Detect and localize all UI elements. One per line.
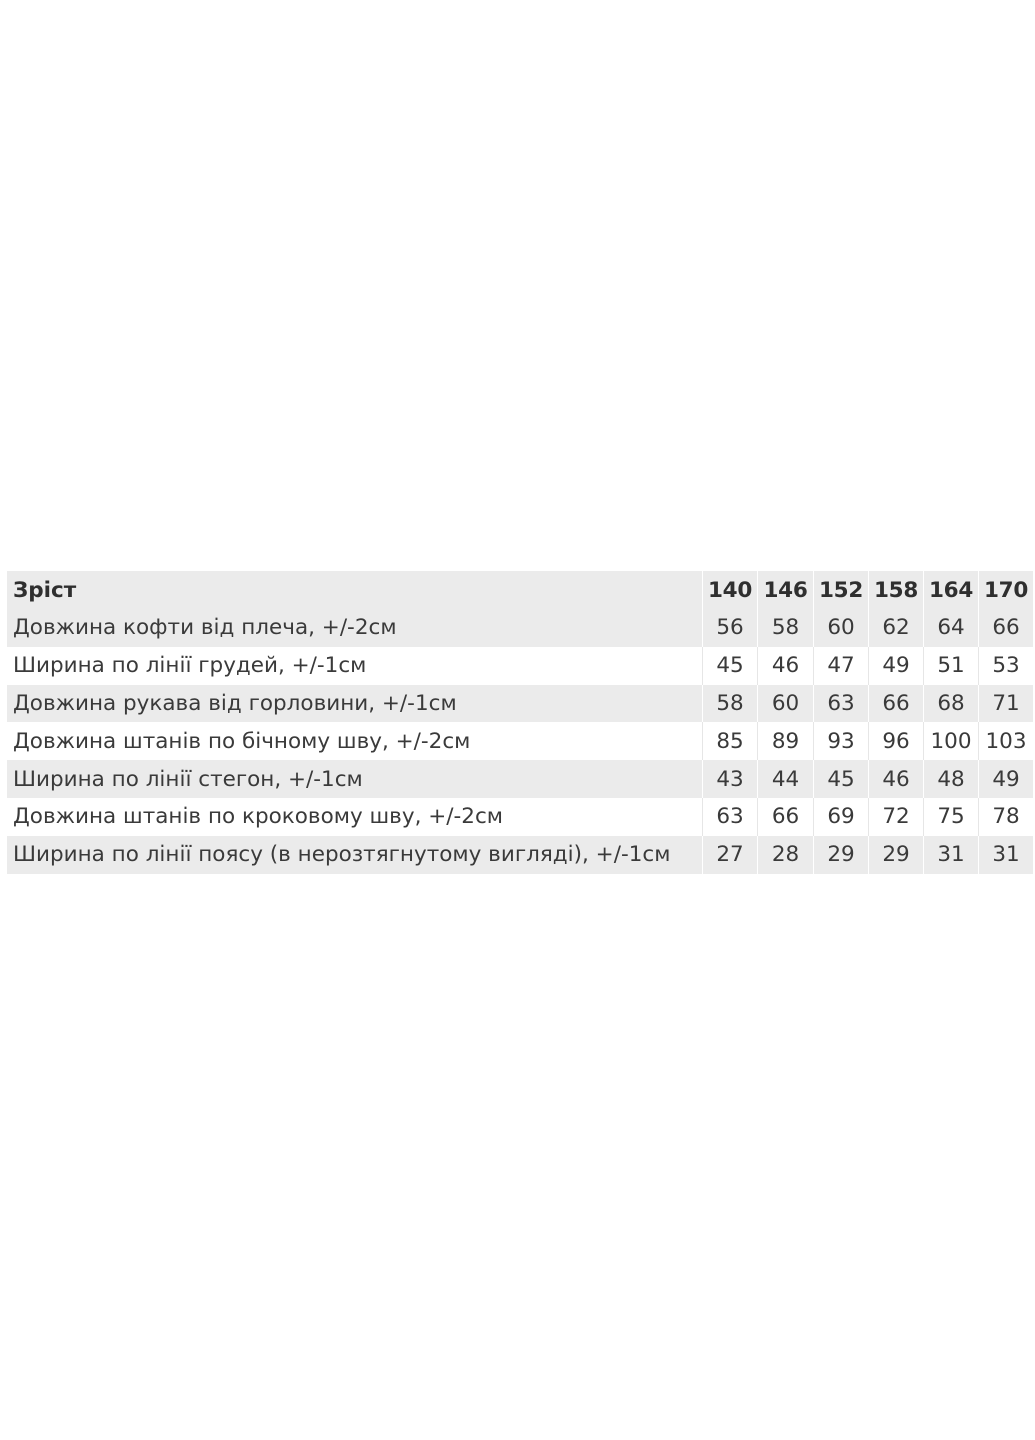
cell-value: 60 (813, 609, 868, 647)
cell-value: 45 (702, 647, 757, 685)
cell-value: 58 (702, 685, 757, 723)
cell-value: 68 (923, 685, 978, 723)
cell-value: 85 (702, 722, 757, 760)
cell-value: 29 (813, 836, 868, 874)
cell-value: 51 (923, 647, 978, 685)
row-label: Ширина по лінії грудей, +/-1см (7, 647, 702, 685)
cell-value: 49 (978, 760, 1033, 798)
header-size: 140 (702, 571, 757, 609)
cell-value: 31 (978, 836, 1033, 874)
cell-value: 96 (868, 722, 923, 760)
row-label: Довжина штанів по бічному шву, +/-2см (7, 722, 702, 760)
cell-value: 63 (813, 685, 868, 723)
cell-value: 49 (868, 647, 923, 685)
cell-value: 48 (923, 760, 978, 798)
header-label: Зріст (7, 571, 702, 609)
row-label: Ширина по лінії стегон, +/-1см (7, 760, 702, 798)
cell-value: 78 (978, 798, 1033, 836)
table-row (7, 836, 1033, 874)
header-size: 158 (868, 571, 923, 609)
row-label: Довжина кофти від плеча, +/-2см (7, 609, 702, 647)
cell-value: 63 (702, 798, 757, 836)
table-row (7, 760, 1033, 798)
cell-value: 45 (813, 760, 868, 798)
cell-value: 69 (813, 798, 868, 836)
size-chart-table (7, 571, 1033, 874)
cell-value: 27 (702, 836, 757, 874)
cell-value: 46 (757, 647, 813, 685)
cell-value: 46 (868, 760, 923, 798)
cell-value: 44 (757, 760, 813, 798)
cell-value: 29 (868, 836, 923, 874)
cell-value: 60 (757, 685, 813, 723)
header-size: 164 (923, 571, 978, 609)
cell-value: 31 (923, 836, 978, 874)
cell-value: 103 (978, 722, 1033, 760)
table-row (7, 685, 1033, 723)
row-label: Довжина рукава від горловини, +/-1см (7, 685, 702, 723)
table-row (7, 722, 1033, 760)
cell-value: 62 (868, 609, 923, 647)
cell-value: 43 (702, 760, 757, 798)
table-row (7, 647, 1033, 685)
cell-value: 28 (757, 836, 813, 874)
cell-value: 58 (757, 609, 813, 647)
cell-value: 47 (813, 647, 868, 685)
header-size: 146 (757, 571, 813, 609)
cell-value: 66 (868, 685, 923, 723)
table-row (7, 798, 1033, 836)
cell-value: 72 (868, 798, 923, 836)
table-row (7, 609, 1033, 647)
header-size: 170 (978, 571, 1033, 609)
header-row (7, 571, 1033, 609)
cell-value: 56 (702, 609, 757, 647)
row-label: Довжина штанів по кроковому шву, +/-2см (7, 798, 702, 836)
cell-value: 75 (923, 798, 978, 836)
cell-value: 66 (978, 609, 1033, 647)
row-label: Ширина по лінії поясу (в нерозтягнутому вигляді), +/-1см (7, 836, 702, 874)
cell-value: 100 (923, 722, 978, 760)
cell-value: 53 (978, 647, 1033, 685)
cell-value: 64 (923, 609, 978, 647)
cell-value: 93 (813, 722, 868, 760)
header-size: 152 (813, 571, 868, 609)
cell-value: 89 (757, 722, 813, 760)
cell-value: 66 (757, 798, 813, 836)
cell-value: 71 (978, 685, 1033, 723)
